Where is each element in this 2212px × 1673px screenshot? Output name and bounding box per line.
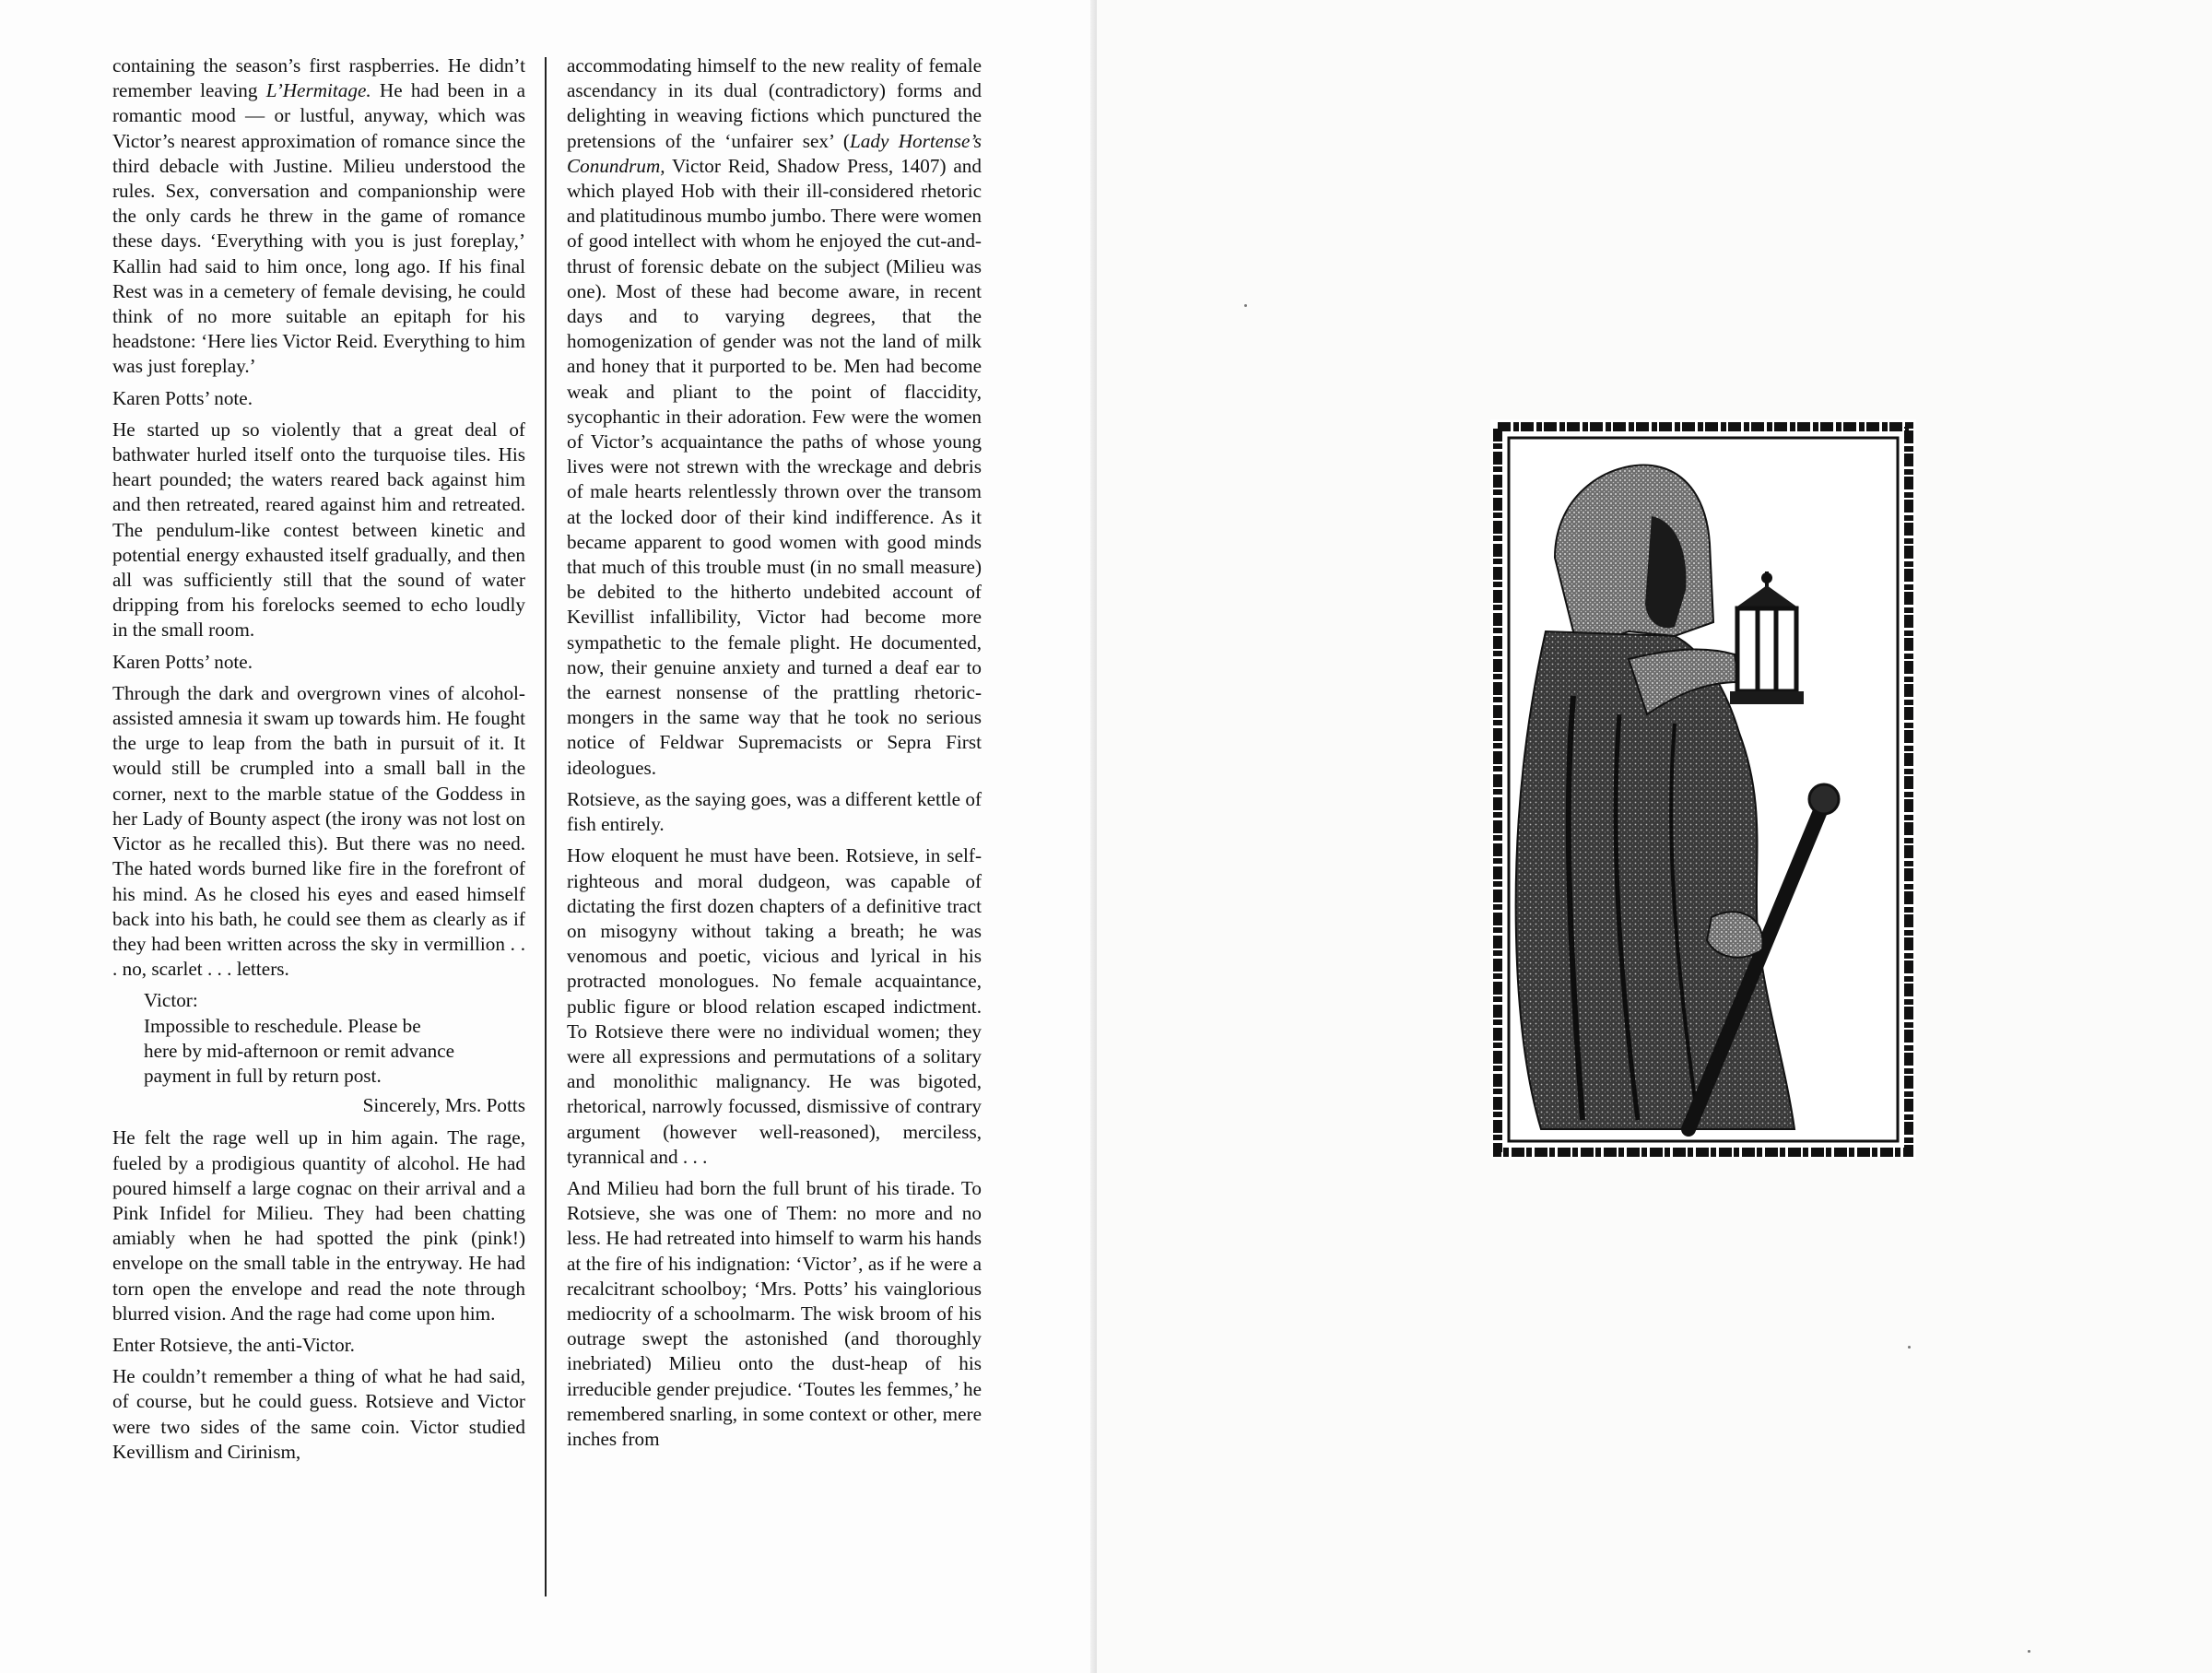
paragraph: containing the season’s first raspberries. He didn’t remember leaving L’Hermitage. He had been in a romantic mood — or lustful, anyway, which was Victor’s nearest approximation of romance since the third debacle with Justine. Milieu understood the rules. Sex, conversation and companionship were the only cards he threw in the game of romance these days. ‘Everything with you is just foreplay,’ Kallin had said to him once, long ago. If his final Rest was in a cemetery of female devising, he could think of no more suitable an epitaph for his headstone: ‘Here lies Victor Reid. Everything to him was just foreplay.’ [112,54,525,378]
paragraph: He couldn’t remember a thing of what he had said, of course, but he could guess. Rotsieve and Victor were two sides of the same coin. Victor studied Kevillism and Cirinism, [112,1365,525,1463]
paragraph: Karen Potts’ note. [112,386,253,409]
text-column-2 [567,53,982,1458]
paragraph: He felt the rage well up in him again. The rage, fueled by a prodigious quantity of alcohol. He had poured himself a large cognac on their arrival and a Pink Infidel for Milieu. They had been chatting amiably when he had spotted the pink (pink!) envelope on the small table in the entryway. He had torn open the envelope and read the note through blurred vision. And the rage had come upon him. [112,1126,525,1325]
text-column-1 [112,53,525,1471]
paragraph: accommodating himself to the new reality of female ascendancy in its dual (contradictory) forms and delighting in weaving fictions which punctured the pretensions of the ‘unfairer sex’ (Lady Hortense’s Conundrum, Victor Reid, Shadow Press, 1407) and which played Hob with their ill-considered rhetoric and platitudinous mumbo jumbo. There were women of good intellect with whom he enjoyed the cut-and-thrust of forensic debate on the subject (Milieu was one). Most of these had become aware, in recent days and to varying degrees, that the homogenization of gender was not the land of milk and honey that it purported to be. Men had become weak and pliant to the point of flaccidity, sycophantic in their adoration. Few were the women of Victor’s acquaintance the paths of whose young lives were not strewn with the wreckage and debris of male hearts relentlessly thrown over the transom at the locked door of their kind indifference. As it became apparent to good women with good minds that much of this trouble must (in no small measure) be debited to the hitherto undebited account of Kevillist infallibility, Victor had become more sympathetic to the female plight. He documented, now, their genuine anxiety and turned a deaf ear to the earnest nonsense of the prattling rhetoric-mongers in the same way that he took no serious notice of Feldwar Supremacists or Sepra First ideologues. [567,54,982,779]
paragraph: Enter Rotsieve, the anti-Victor. [112,1333,355,1356]
hooded-figure-illustration [1490,419,1916,1160]
note-signature: Sincerely, Mrs. Potts [362,1094,525,1117]
paragraph: How eloquent he must have been. Rotsieve, in self-righteous and moral dudgeon, was capable of dictating the first dozen chapters of a definitive tract on misogyny without taking a breath; he was venomous and poetic, vicious and lyrical in his protracted monologues. No female acquaintance, public figure or blood relation escaped indictment. To Rotsieve there were no individual women; they were all expressions and permutations of a solitary and monolithic malignancy. He was bigoted, rhetorical, narrowly focussed, dismissive of contrary argument (however well-reasoned), merciless, tyrannical and . . . [567,844,982,1168]
note-line: payment in full by return post. [144,1064,382,1087]
illustration-svg [1490,419,1916,1160]
note-line: here by mid-afternoon or remit advance [144,1039,455,1062]
column-rule [545,57,547,1596]
paragraph: And Milieu had born the full brunt of his tirade. To Rotsieve, she was one of Them: no more and no less. He had retreated into himself to warm his hands at the fire of his indignation: ‘Victor’, as if he were a recalcitrant schoolboy; ‘Mrs. Potts’ his vainglorious mediocrity of a schoolmarm. The wisk broom of his outrage swept the astonished (and thoroughly inebriated) Milieu onto the dust-heap of his irreducible gender prejudice. ‘Toutes les femmes,’ he remembered snarling, in some context or other, mere inches from [567,1176,982,1450]
potts-note [144,988,525,1118]
note-line: Impossible to reschedule. Please be [144,1014,421,1037]
left-page [0,0,1097,1673]
paragraph: Karen Potts’ note. [112,650,253,673]
note-line: Victor: [144,989,198,1012]
paragraph: Through the dark and overgrown vines of alcohol-assisted amnesia it swam up towards him. He fought the urge to leap from the bath in pursuit of it. It would still be crumpled into a small ball in the corner, next to the marble statue of the Goddess in her Lady of Bounty aspect (the irony was not lost on Victor as he recalled this). But there was no need. The hated words burned like fire in the forefront of his mind. As he closed his eyes and eased himself back into his bath, he could see them as clearly as if they had been written across the sky in vermillion . . . no, scarlet . . . letters. [112,681,525,981]
paragraph: Rotsieve, as the saying goes, was a different kettle of fish entirely. [567,787,982,836]
paragraph: He started up so violently that a great deal of bathwater hurled itself onto the turquoise tiles. His heart pounded; the waters reared back against him and then retreated, reared against him and retreated. The pendulum-like contest between kinetic and potential energy exhausted itself gradually, and then all was sufficiently still that the sound of water dripping from his forelocks seemed to echo loudly in the small room. [112,418,525,642]
